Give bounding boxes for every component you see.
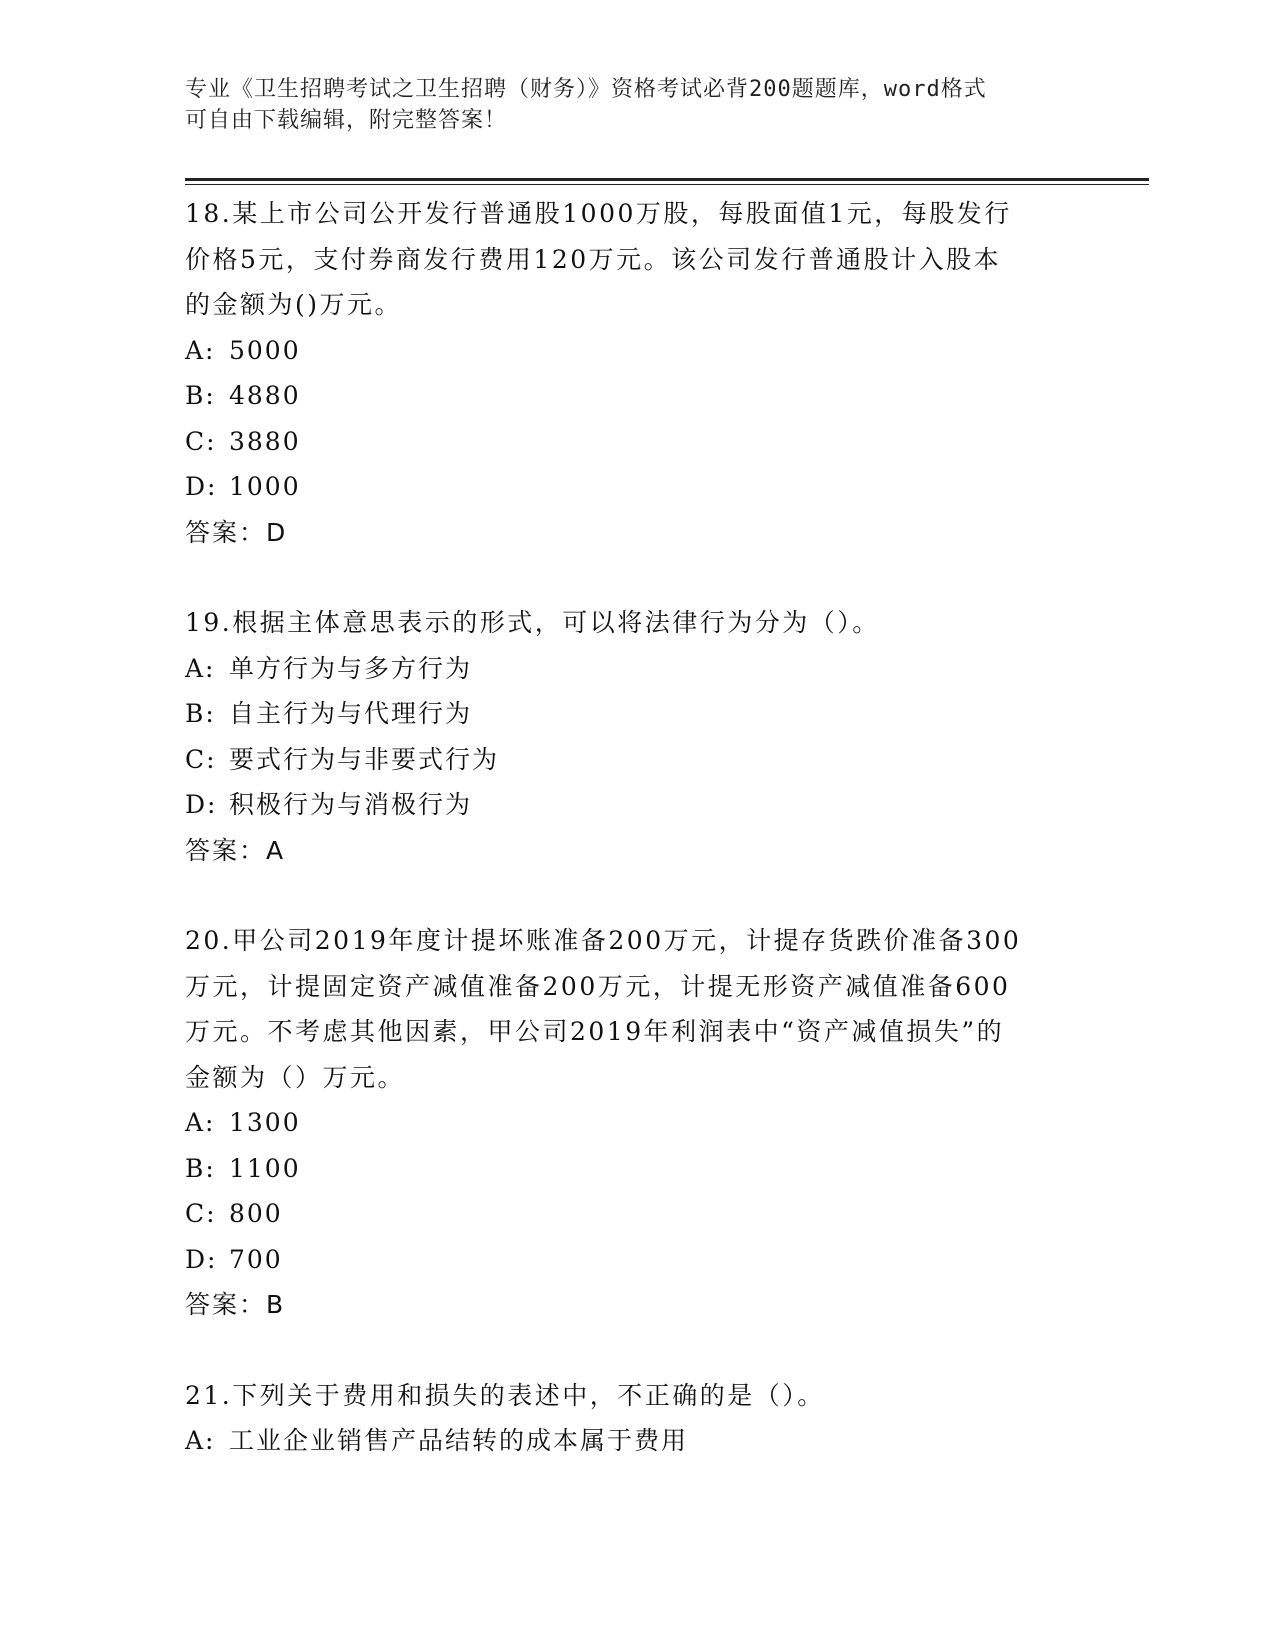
option-key: A: bbox=[185, 1108, 216, 1137]
stem-line: 21.下列关于费用和损失的表述中，不正确的是（）。 bbox=[185, 1380, 825, 1410]
option-key: C: bbox=[185, 426, 217, 456]
option-text: 要式行为与非要式行为 bbox=[229, 744, 500, 774]
stem-line: 万元。不考虑其他因素，甲公司2019年利润表中“资产减值损失”的 bbox=[185, 1017, 1005, 1046]
option-key: B: bbox=[185, 699, 216, 728]
option-text: 工业企业销售产品结转的成本属于费用 bbox=[229, 1426, 689, 1455]
option-key: B: bbox=[185, 381, 216, 410]
option-b bbox=[185, 1146, 1085, 1192]
answer-line: 答案：A bbox=[185, 835, 286, 865]
stem-line: 19.根据主体意思表示的形式，可以将法律行为分为（）。 bbox=[185, 608, 880, 637]
question-spacer bbox=[185, 873, 1085, 918]
option-key: A: bbox=[185, 335, 216, 365]
header-line-1: 专业《卫生招聘考试之卫生招聘（财务）》资格考试必背200题题库，word格式 bbox=[185, 77, 987, 102]
stem-line: 的金额为()万元。 bbox=[185, 290, 403, 319]
option-text: 4880 bbox=[229, 381, 301, 410]
answer-line: 答案：D bbox=[185, 517, 288, 547]
option-key: D: bbox=[185, 790, 218, 819]
stem-line: 金额为（）万元。 bbox=[185, 1062, 406, 1092]
header-line-2: 可自由下载编辑，附完整答案！ bbox=[185, 108, 508, 133]
header-divider-thin bbox=[185, 184, 1149, 185]
question-21 bbox=[185, 1373, 1085, 1464]
header-divider-thick bbox=[185, 178, 1149, 181]
stem-line: 价格5元，支付券商发行费用120万元。该公司发行普通股计入股本 bbox=[185, 244, 1002, 274]
option-key: D: bbox=[185, 472, 218, 501]
option-text: 5000 bbox=[229, 335, 301, 365]
answer-line: 答案：B bbox=[185, 1290, 286, 1319]
option-b bbox=[185, 373, 1085, 419]
question-stem bbox=[185, 1373, 1065, 1419]
question-stem bbox=[185, 918, 1065, 1100]
option-text: 3880 bbox=[229, 426, 301, 456]
question-spacer bbox=[185, 1328, 1085, 1373]
option-c bbox=[185, 419, 1085, 465]
option-key: B: bbox=[185, 1153, 216, 1183]
option-key: A: bbox=[185, 1426, 216, 1455]
option-text: 1300 bbox=[229, 1108, 301, 1137]
option-text: 积极行为与消极行为 bbox=[229, 790, 473, 819]
option-text: 自主行为与代理行为 bbox=[229, 699, 473, 728]
question-spacer bbox=[185, 555, 1085, 600]
stem-line: 万元，计提固定资产减值准备200万元，计提无形资产减值准备600 bbox=[185, 971, 1011, 1001]
option-d bbox=[185, 1237, 1085, 1283]
question-stem bbox=[185, 600, 1065, 646]
option-c bbox=[185, 1191, 1085, 1237]
option-a bbox=[185, 1418, 1085, 1464]
option-a bbox=[185, 1100, 1085, 1146]
option-key: A: bbox=[185, 653, 216, 683]
option-d bbox=[185, 782, 1085, 828]
option-text: 800 bbox=[229, 1199, 283, 1228]
stem-line: 20.甲公司2019年度计提坏账准备200万元，计提存货跌价准备300 bbox=[185, 926, 1022, 955]
document-header bbox=[185, 74, 1085, 136]
question-18 bbox=[185, 191, 1085, 555]
option-key: C: bbox=[185, 744, 217, 774]
option-c bbox=[185, 737, 1085, 783]
option-key: D: bbox=[185, 1244, 218, 1274]
option-a bbox=[185, 646, 1085, 692]
stem-line: 18.某上市公司公开发行普通股1000万股，每股面值1元，每股发行 bbox=[185, 199, 1012, 228]
option-text: 1000 bbox=[229, 472, 301, 501]
option-text: 1100 bbox=[229, 1153, 301, 1183]
option-text: 700 bbox=[229, 1244, 283, 1274]
option-text: 单方行为与多方行为 bbox=[229, 653, 473, 683]
question-20 bbox=[185, 918, 1085, 1328]
option-b bbox=[185, 691, 1085, 737]
option-a bbox=[185, 328, 1085, 374]
question-stem bbox=[185, 191, 1065, 328]
option-key: C: bbox=[185, 1199, 217, 1228]
option-d bbox=[185, 464, 1085, 510]
question-19 bbox=[185, 600, 1085, 873]
question-list bbox=[185, 191, 1085, 1464]
